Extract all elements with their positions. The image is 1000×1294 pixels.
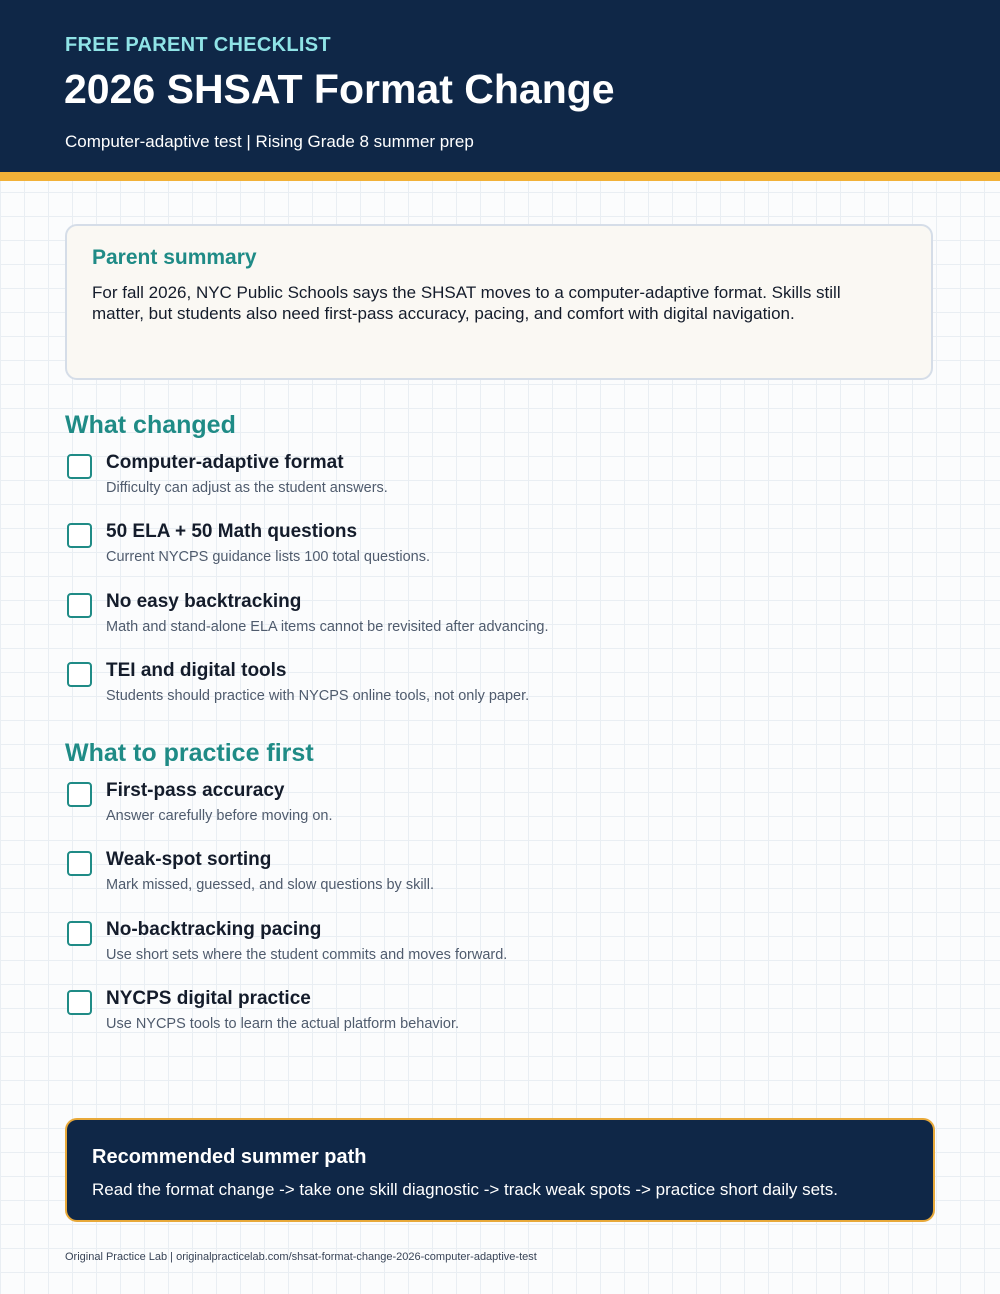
- item-title: 50 ELA + 50 Math questions: [106, 521, 358, 542]
- recommended-path-card: [65, 1118, 935, 1222]
- item-title: No easy backtracking: [106, 591, 302, 612]
- summary-text: For fall 2026, NYC Public Schools says the SHSAT moves to a computer-adaptive format. Skills still matter, but students also need first-pass accuracy, pacing, and comfort with digital navigation.: [92, 283, 841, 323]
- item-title: First-pass accuracy: [106, 780, 285, 801]
- page-title: 2026 SHSAT Format Change: [64, 66, 615, 112]
- parent-summary-card: [65, 224, 933, 380]
- checklist-item: [66, 521, 926, 571]
- path-heading: Recommended summer path: [92, 1146, 367, 1168]
- header-accent-stripe: [0, 172, 1000, 181]
- item-description: Current NYCPS guidance lists 100 total questions.: [106, 549, 431, 565]
- checklist-item: [66, 849, 926, 899]
- checkbox[interactable]: [67, 921, 92, 946]
- checkbox[interactable]: [67, 523, 92, 548]
- item-title: No-backtracking pacing: [106, 919, 322, 940]
- section-title-what-changed: What changed: [65, 411, 236, 439]
- item-description: Answer carefully before moving on.: [106, 808, 333, 824]
- checklist-item: [66, 780, 926, 830]
- item-description: Difficulty can adjust as the student answers.: [106, 480, 388, 496]
- item-description: Math and stand-alone ELA items cannot be revisited after advancing.: [106, 619, 549, 635]
- item-title: NYCPS digital practice: [106, 988, 311, 1009]
- item-description: Use NYCPS tools to learn the actual platform behavior.: [106, 1016, 460, 1032]
- checkbox[interactable]: [67, 662, 92, 687]
- checkbox[interactable]: [67, 782, 92, 807]
- item-description: Students should practice with NYCPS online tools, not only paper.: [106, 688, 530, 704]
- checklist-item: [66, 988, 926, 1038]
- checklist-item: [66, 660, 926, 710]
- checklist-item: [66, 919, 926, 969]
- item-description: Use short sets where the student commits and moves forward.: [106, 947, 508, 963]
- item-description: Mark missed, guessed, and slow questions by skill.: [106, 877, 435, 893]
- checkbox[interactable]: [67, 454, 92, 479]
- item-title: TEI and digital tools: [106, 660, 287, 681]
- section-title-what-to-practice: What to practice first: [65, 739, 314, 767]
- checkbox[interactable]: [67, 990, 92, 1015]
- checklist-item: [66, 591, 926, 641]
- checkbox[interactable]: [67, 593, 92, 618]
- header-banner: [0, 0, 1000, 172]
- eyebrow-label: FREE PARENT CHECKLIST: [65, 34, 331, 56]
- summary-heading: Parent summary: [92, 246, 257, 269]
- page-subtitle: Computer-adaptive test | Rising Grade 8 summer prep: [65, 132, 474, 151]
- path-text: Read the format change -> take one skill diagnostic -> track weak spots -> practice short daily sets.: [92, 1180, 838, 1199]
- item-title: Weak-spot sorting: [106, 849, 272, 870]
- checklist-item: [66, 452, 926, 502]
- item-title: Computer-adaptive format: [106, 452, 344, 473]
- checkbox[interactable]: [67, 851, 92, 876]
- footer-source: Original Practice Lab | originalpracticelab.com/shsat-format-change-2026-computer-adaptive-test: [65, 1251, 537, 1263]
